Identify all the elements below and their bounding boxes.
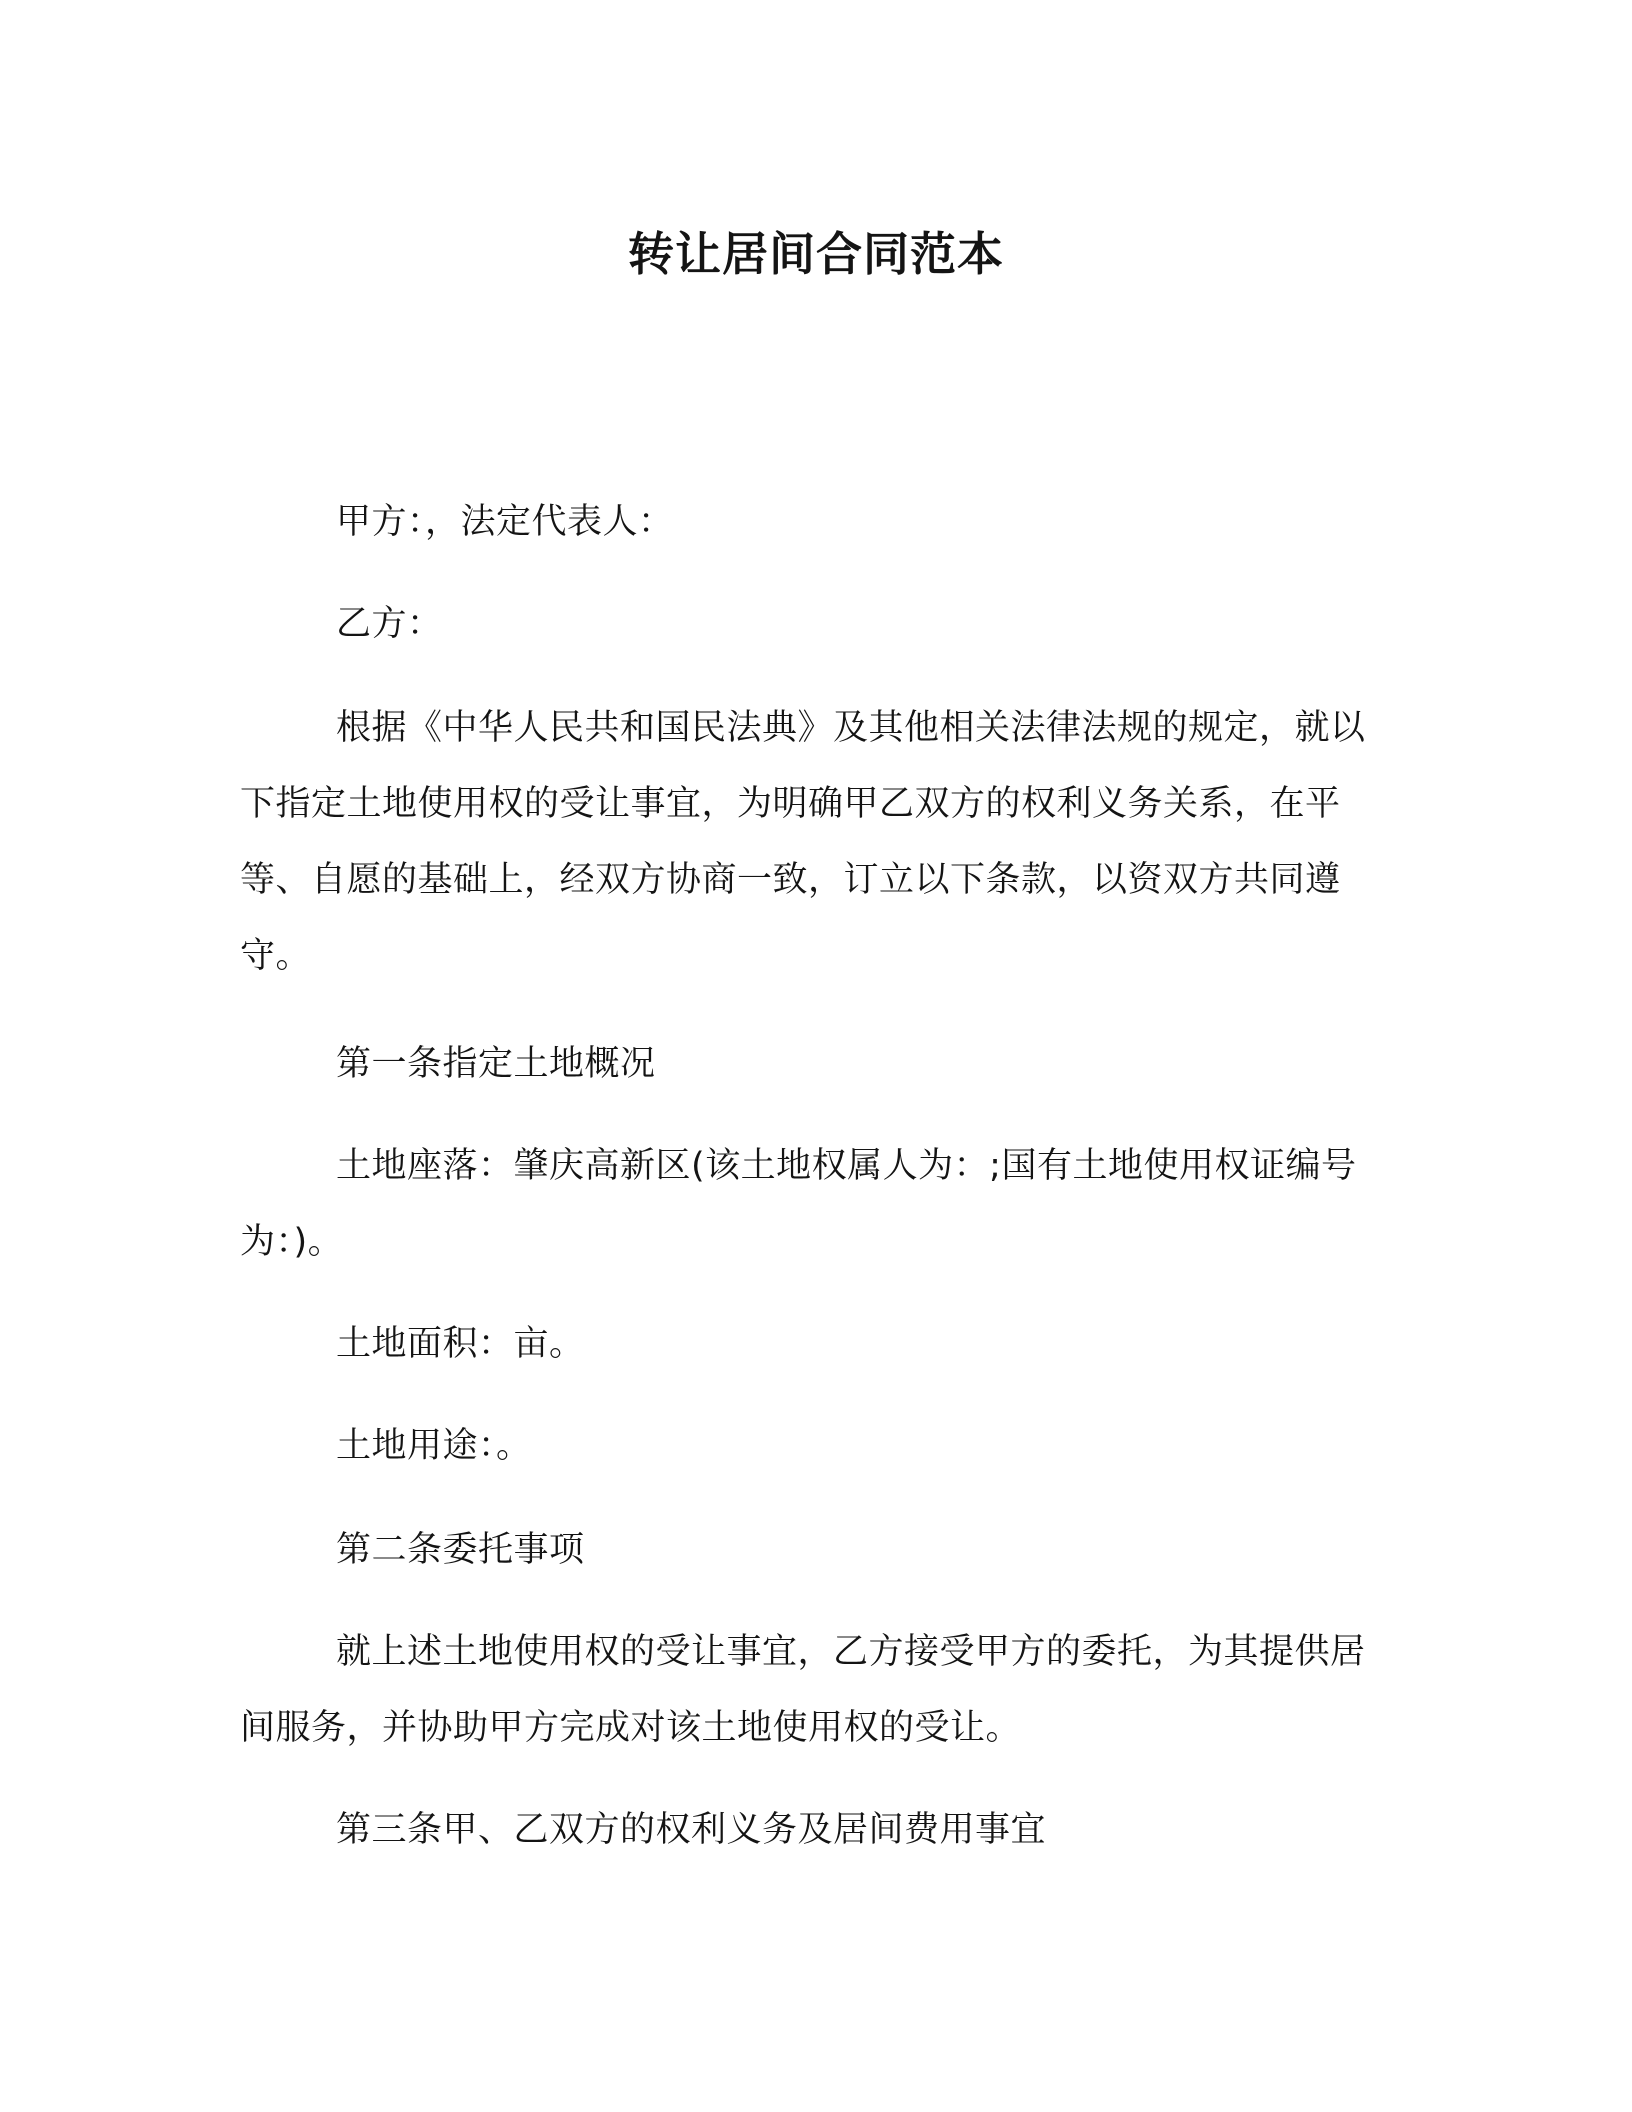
- land-area-paragraph: 土地面积：亩。: [336, 1324, 585, 1364]
- land-use-paragraph: 土地用途：。: [336, 1426, 532, 1466]
- entrustment-paragraph: 就上述土地使用权的受让事宜，乙方接受甲方的委托，为其提供居间服务，并协助甲方完成对该土地使用权的受让。: [240, 1632, 1366, 1748]
- party-b-line: 乙方：: [336, 604, 443, 644]
- document-title: 转让居间合同范本: [628, 227, 1004, 281]
- preamble-paragraph: 根据《中华人民共和国民法典》及其他相关法律法规的规定，就以下指定土地使用权的受让事宜，为明确甲乙双方的权利义务关系，在平等、自愿的基础上，经双方协商一致，订立以下条款，以资双方共同遵守。: [240, 708, 1366, 976]
- article-1-heading: 第一条指定土地概况: [336, 1044, 656, 1084]
- article-2-heading: 第二条委托事项: [336, 1530, 585, 1570]
- land-location-paragraph: 土地座落：肇庆高新区(该土地权属人为：;国有土地使用权证编号为：)。: [240, 1146, 1357, 1262]
- party-a-line: 甲方：，法定代表人：: [336, 502, 674, 542]
- article-3-heading: 第三条甲、乙双方的权利义务及居间费用事宜: [336, 1810, 1047, 1850]
